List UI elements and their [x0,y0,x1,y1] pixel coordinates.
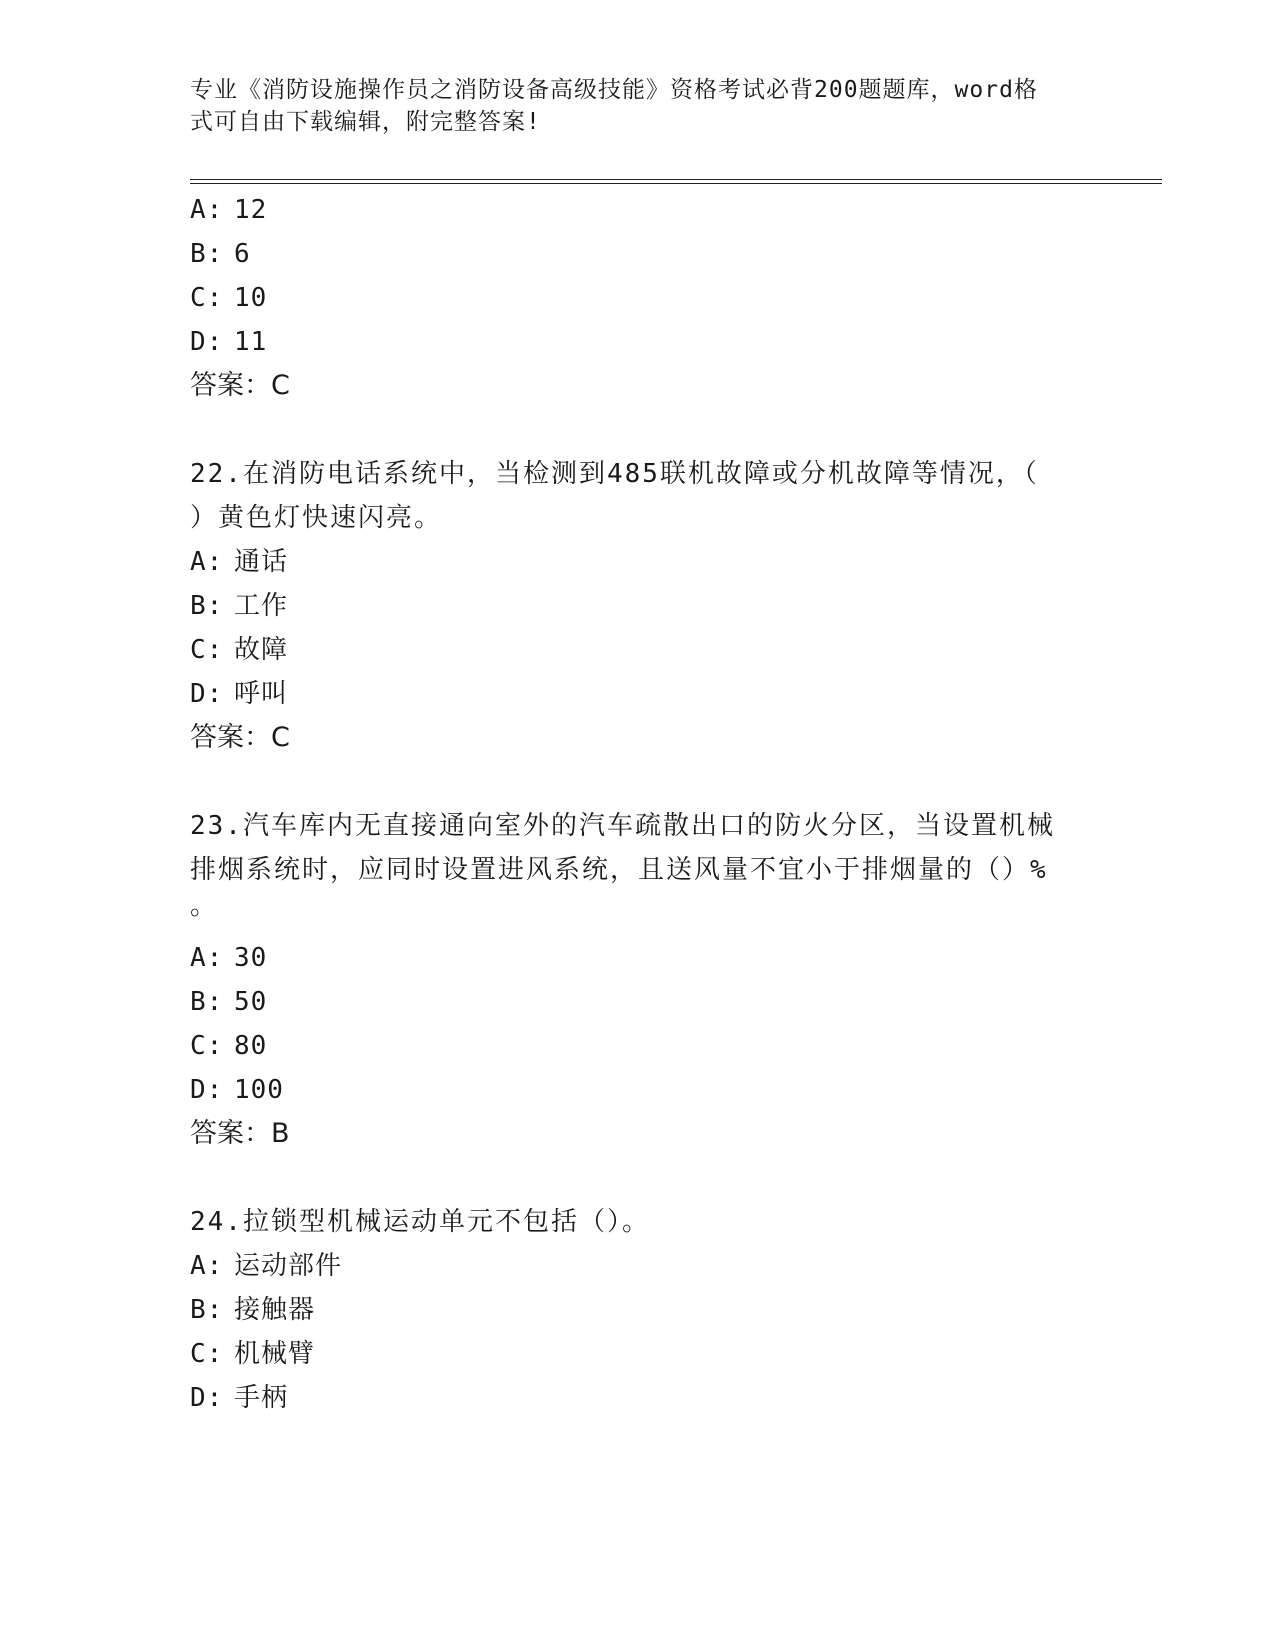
option-letter: D: [190,679,224,709]
option-text: 运动部件 [234,1251,343,1281]
q23-text-line-3: 。 [190,891,219,921]
option-letter: B: [190,987,224,1017]
q23-text-line-2: 排烟系统时，应同时设置进风系统，且送风量不宜小于排烟量的（）% [190,855,1048,885]
q23-option-b [190,986,267,1018]
q22-text-line-2: ）黄色灯快速闪亮。 [190,503,443,533]
q22-option-b [190,590,288,622]
option-text: 11 [234,327,268,357]
q24-option-b [190,1294,315,1326]
option-letter: D: [190,327,224,357]
option-letter: C: [190,635,224,665]
option-letter: D: [190,1383,224,1413]
header-line-1: 专业《消防设施操作员之消防设备高级技能》资格考试必背200题题库，word格 [190,77,1038,103]
option-text: 呼叫 [234,679,289,709]
option-letter: C: [190,1339,224,1369]
option-letter: C: [190,1031,224,1061]
q21-option-b [190,238,251,270]
q21-option-a [190,194,267,226]
option-letter: B: [190,1295,224,1325]
option-text: 手柄 [234,1383,289,1413]
q24-text-line-1: 24.拉锁型机械运动单元不包括（）。 [190,1207,650,1237]
q22-option-d [190,678,288,710]
header-line-2: 式可自由下载编辑，附完整答案! [190,109,541,135]
q23-option-d [190,1074,284,1106]
q23-answer: 答案：B [190,1118,290,1149]
option-text: 机械臂 [234,1339,316,1369]
header-rule-bottom [190,183,1162,184]
q22-answer: 答案：C [190,722,290,753]
option-letter: A: [190,943,224,973]
option-text: 6 [234,239,251,269]
option-text: 接触器 [234,1295,316,1325]
q21-answer: 答案：C [190,370,290,401]
q23-option-a [190,942,267,974]
q24-option-d [190,1382,288,1414]
option-text: 故障 [234,635,289,665]
option-text: 30 [234,943,268,973]
option-letter: A: [190,1251,224,1281]
q24-option-c [190,1338,315,1370]
option-letter: B: [190,591,224,621]
header-rule-top [190,179,1162,180]
option-text: 80 [234,1031,268,1061]
q23-text-line-1: 23.汽车库内无直接通向室外的汽车疏散出口的防火分区，当设置机械 [190,811,1055,841]
option-text: 50 [234,987,268,1017]
option-letter: B: [190,239,224,269]
q21-option-c [190,282,267,314]
option-letter: D: [190,1075,224,1105]
q21-option-d [190,326,267,358]
option-letter: C: [190,283,224,313]
q22-text-line-1: 22.在消防电话系统中，当检测到485联机故障或分机故障等情况，（ [190,459,1039,489]
document-header [190,74,1090,138]
q22-option-a [190,546,288,578]
q24-option-a [190,1250,342,1282]
option-letter: A: [190,195,224,225]
option-letter: A: [190,547,224,577]
option-text: 12 [234,195,268,225]
q23-option-c [190,1030,267,1062]
option-text: 通话 [234,547,289,577]
option-text: 100 [234,1075,284,1105]
q22-option-c [190,634,288,666]
option-text: 10 [234,283,268,313]
option-text: 工作 [234,591,289,621]
